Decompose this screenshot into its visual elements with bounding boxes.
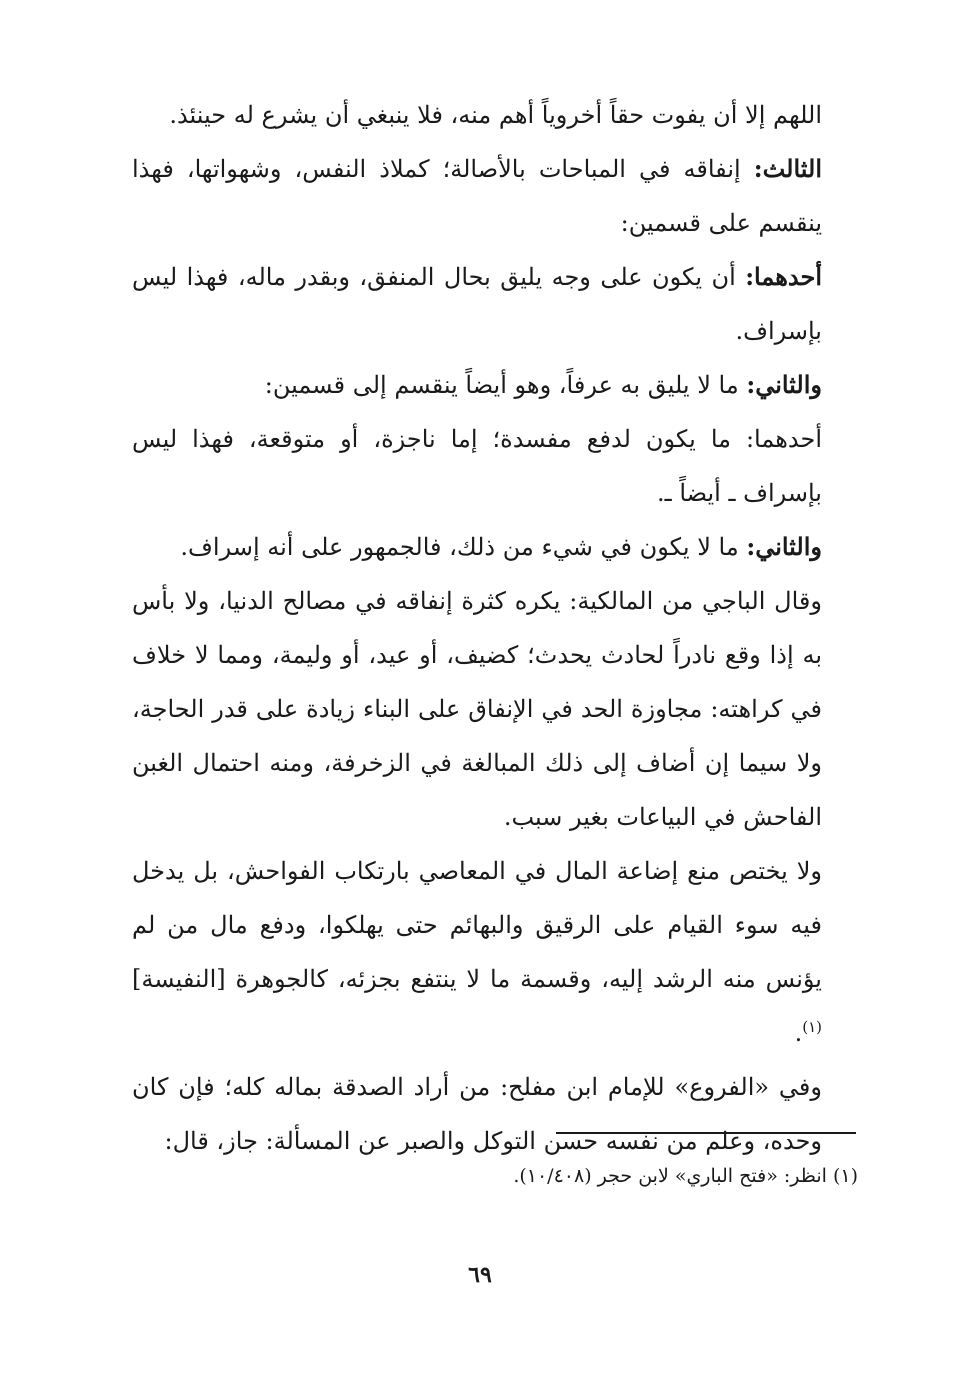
paragraph-3-lead: أحدهما: xyxy=(745,262,822,291)
paragraph-8 xyxy=(132,844,822,1060)
paragraph-9 xyxy=(132,1060,822,1168)
paragraph-3-text: أن يكون على وجه يليق بحال المنفق، وبقدر ماله، فهذا ليس بإسراف. xyxy=(132,263,822,345)
paragraph-2-text: إنفاقه في المباحات بالأصالة؛ كملاذ النفس، وشهواتها، فهذا ينقسم على قسمين: xyxy=(132,155,822,237)
main-text xyxy=(132,88,822,1168)
paragraph-6-text: ما لا يكون في شيء من ذلك، فالجمهور على أنه إسراف. xyxy=(180,533,747,561)
paragraph-6 xyxy=(132,520,822,574)
paragraph-2-lead: الثالث: xyxy=(753,154,822,183)
footnote-reference: (١) xyxy=(802,1018,822,1036)
footnote xyxy=(330,1158,858,1194)
paragraph-7-text: وقال الباجي من المالكية: يكره كثرة إنفاقه في مصالح الدنيا، ولا بأس به إذا وقع نادراً لحادث يحدث؛ كضيف، أو عيد، أو وليمة، ومما لا خلاف في كراهته: مجاوزة الحد في الإنفاق على البناء زيادة على قدر الحاجة، ولا سيما إن أضاف إلى ذلك المبالغة في الزخرفة، ومنه احتمال الغبن الفاحش في البياعات بغير سبب. xyxy=(132,587,822,831)
paragraph-1 xyxy=(132,88,822,142)
paragraph-1-text: اللهم إلا أن يفوت حقاً أخروياً أهم منه، فلا ينبغي أن يشرع له حينئذ. xyxy=(169,101,822,129)
paragraph-4 xyxy=(132,358,822,412)
paragraph-5-text: أحدهما: ما يكون لدفع مفسدة؛ إما ناجزة، أو متوقعة، فهذا ليس بإسراف ـ أيضاً ـ. xyxy=(132,425,822,507)
page-number: ٦٩ xyxy=(468,1262,492,1288)
paragraph-3 xyxy=(132,250,822,358)
paragraph-4-lead: والثاني: xyxy=(746,370,822,399)
paragraph-8-text: ولا يختص منع إضاعة المال في المعاصي بارتكاب الفواحش، بل يدخل فيه سوء القيام على الرقيق والبهائم حتى يهلكوا، ودفع مال من لم يؤنس منه الرشد إليه، وقسمة ما لا ينتفع بجزئه، كالجوهرة [النفيسة] xyxy=(132,857,822,993)
paragraph-8-end: . xyxy=(794,1019,803,1047)
paragraph-2 xyxy=(132,142,822,250)
paragraph-7 xyxy=(132,574,822,844)
paragraph-4-text: ما لا يليق به عرفاً، وهو أيضاً ينقسم إلى قسمين: xyxy=(264,371,747,399)
paragraph-6-lead: والثاني: xyxy=(746,532,822,561)
footnote-separator xyxy=(556,1132,856,1134)
footnote-text: (١) انظر: «فتح الباري» لابن حجر (١٠/٤٠٨). xyxy=(513,1165,858,1187)
paragraph-5 xyxy=(132,412,822,520)
paragraph-9-text: وفي «الفروع» للإمام ابن مفلح: من أراد الصدقة بماله كله؛ فإن كان وحده، وعلم من نفسه حسن التوكل والصبر عن المسألة: جاز، قال: xyxy=(132,1073,822,1155)
